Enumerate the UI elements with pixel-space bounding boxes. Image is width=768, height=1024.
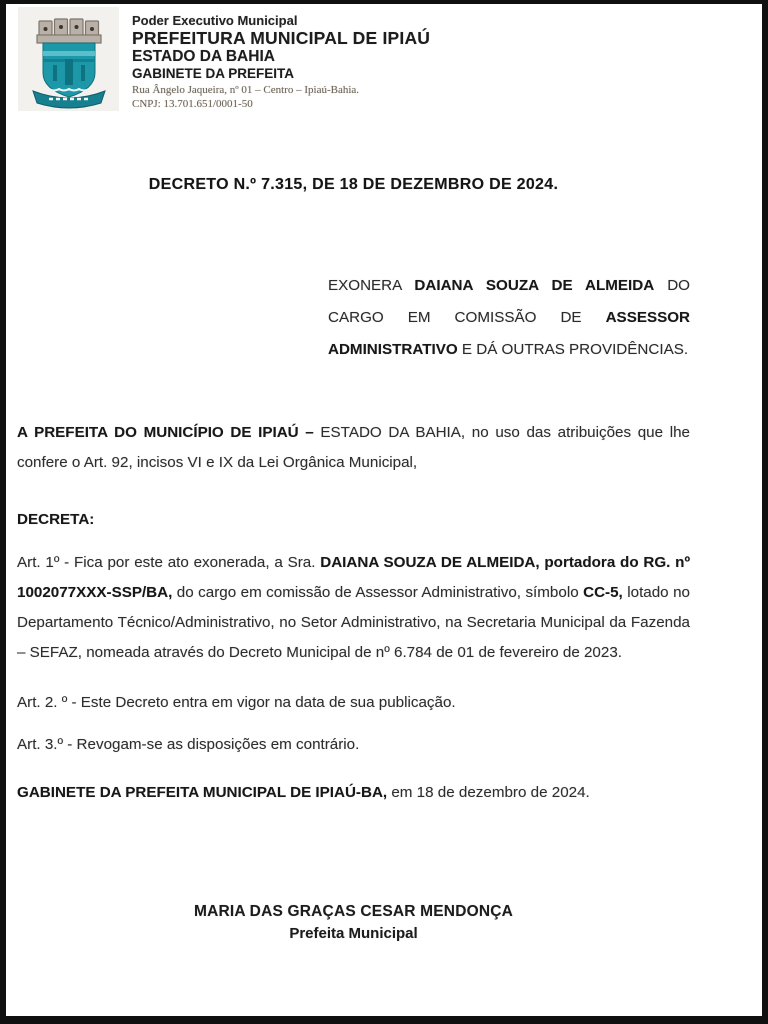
decree-body [6, 175, 762, 945]
closing-line: GABINETE DA PREFEITA MUNICIPAL DE IPIAÚ-BA, em 18 de dezembro de 2024. [17, 784, 590, 801]
decree-summary-paragraph: EXONERA DAIANA SOUZA DE ALMEIDA DO CARGO EM COMISSÃO DE ASSESSOR ADMINISTRATIVO E DÁ OUTRAS PROVIDÊNCIAS. [328, 277, 690, 358]
letterhead [18, 7, 762, 111]
letterhead-office: GABINETE DA PREFEITA [132, 66, 295, 81]
article-3-paragraph: Art. 3.º - Revogam-se as disposições em contrário. [17, 736, 360, 753]
decreta-label: DECRETA: [17, 511, 95, 528]
signer-role: Prefeita Municipal [289, 925, 418, 942]
letterhead-text [132, 7, 430, 111]
article-2-paragraph: Art. 2. º - Este Decreto entra em vigor na data de sua publicação. [17, 694, 456, 711]
signature-block [17, 901, 690, 945]
decree-title: DECRETO N.º 7.315, DE 18 DE DEZEMBRO DE 2024. [148, 176, 559, 193]
preamble-paragraph: A PREFEITA DO MUNICÍPIO DE IPIAÚ – ESTADO DA BAHIA, no uso das atribuições que lhe confere o Art. 92, incisos VI e IX da Lei Orgânica Municipal, [17, 424, 690, 471]
letterhead-branch: Poder Executivo Municipal [132, 13, 298, 28]
municipal-coat-of-arms-icon [18, 7, 119, 111]
letterhead-state: ESTADO DA BAHIA [132, 48, 275, 65]
letterhead-municipality: PREFEITURA MUNICIPAL DE IPIAÚ [132, 28, 431, 48]
letterhead-address: Rua Ângelo Jaqueira, nº 01 – Centro – Ipiaú-Bahia. [132, 84, 360, 96]
letterhead-cnpj: CNPJ: 13.701.651/0001-50 [132, 98, 253, 110]
signer-name: MARIA DAS GRAÇAS CESAR MENDONÇA [193, 903, 514, 920]
article-1-paragraph: Art. 1º - Fica por este ato exonerada, a Sra. DAIANA SOUZA DE ALMEIDA, portadora do RG. nº 1002077XXX-SSP/BA, do cargo em comissão de Assessor Administrativo, símbolo CC-5, lotado no Departamento Técnico/Administrativo, no Setor Administrativo, na Secretaria Municipal da Fazenda – SEFAZ, nomeada através do Decreto Municipal de nº 6.784 de 01 de fevereiro de 2023. [17, 554, 690, 661]
